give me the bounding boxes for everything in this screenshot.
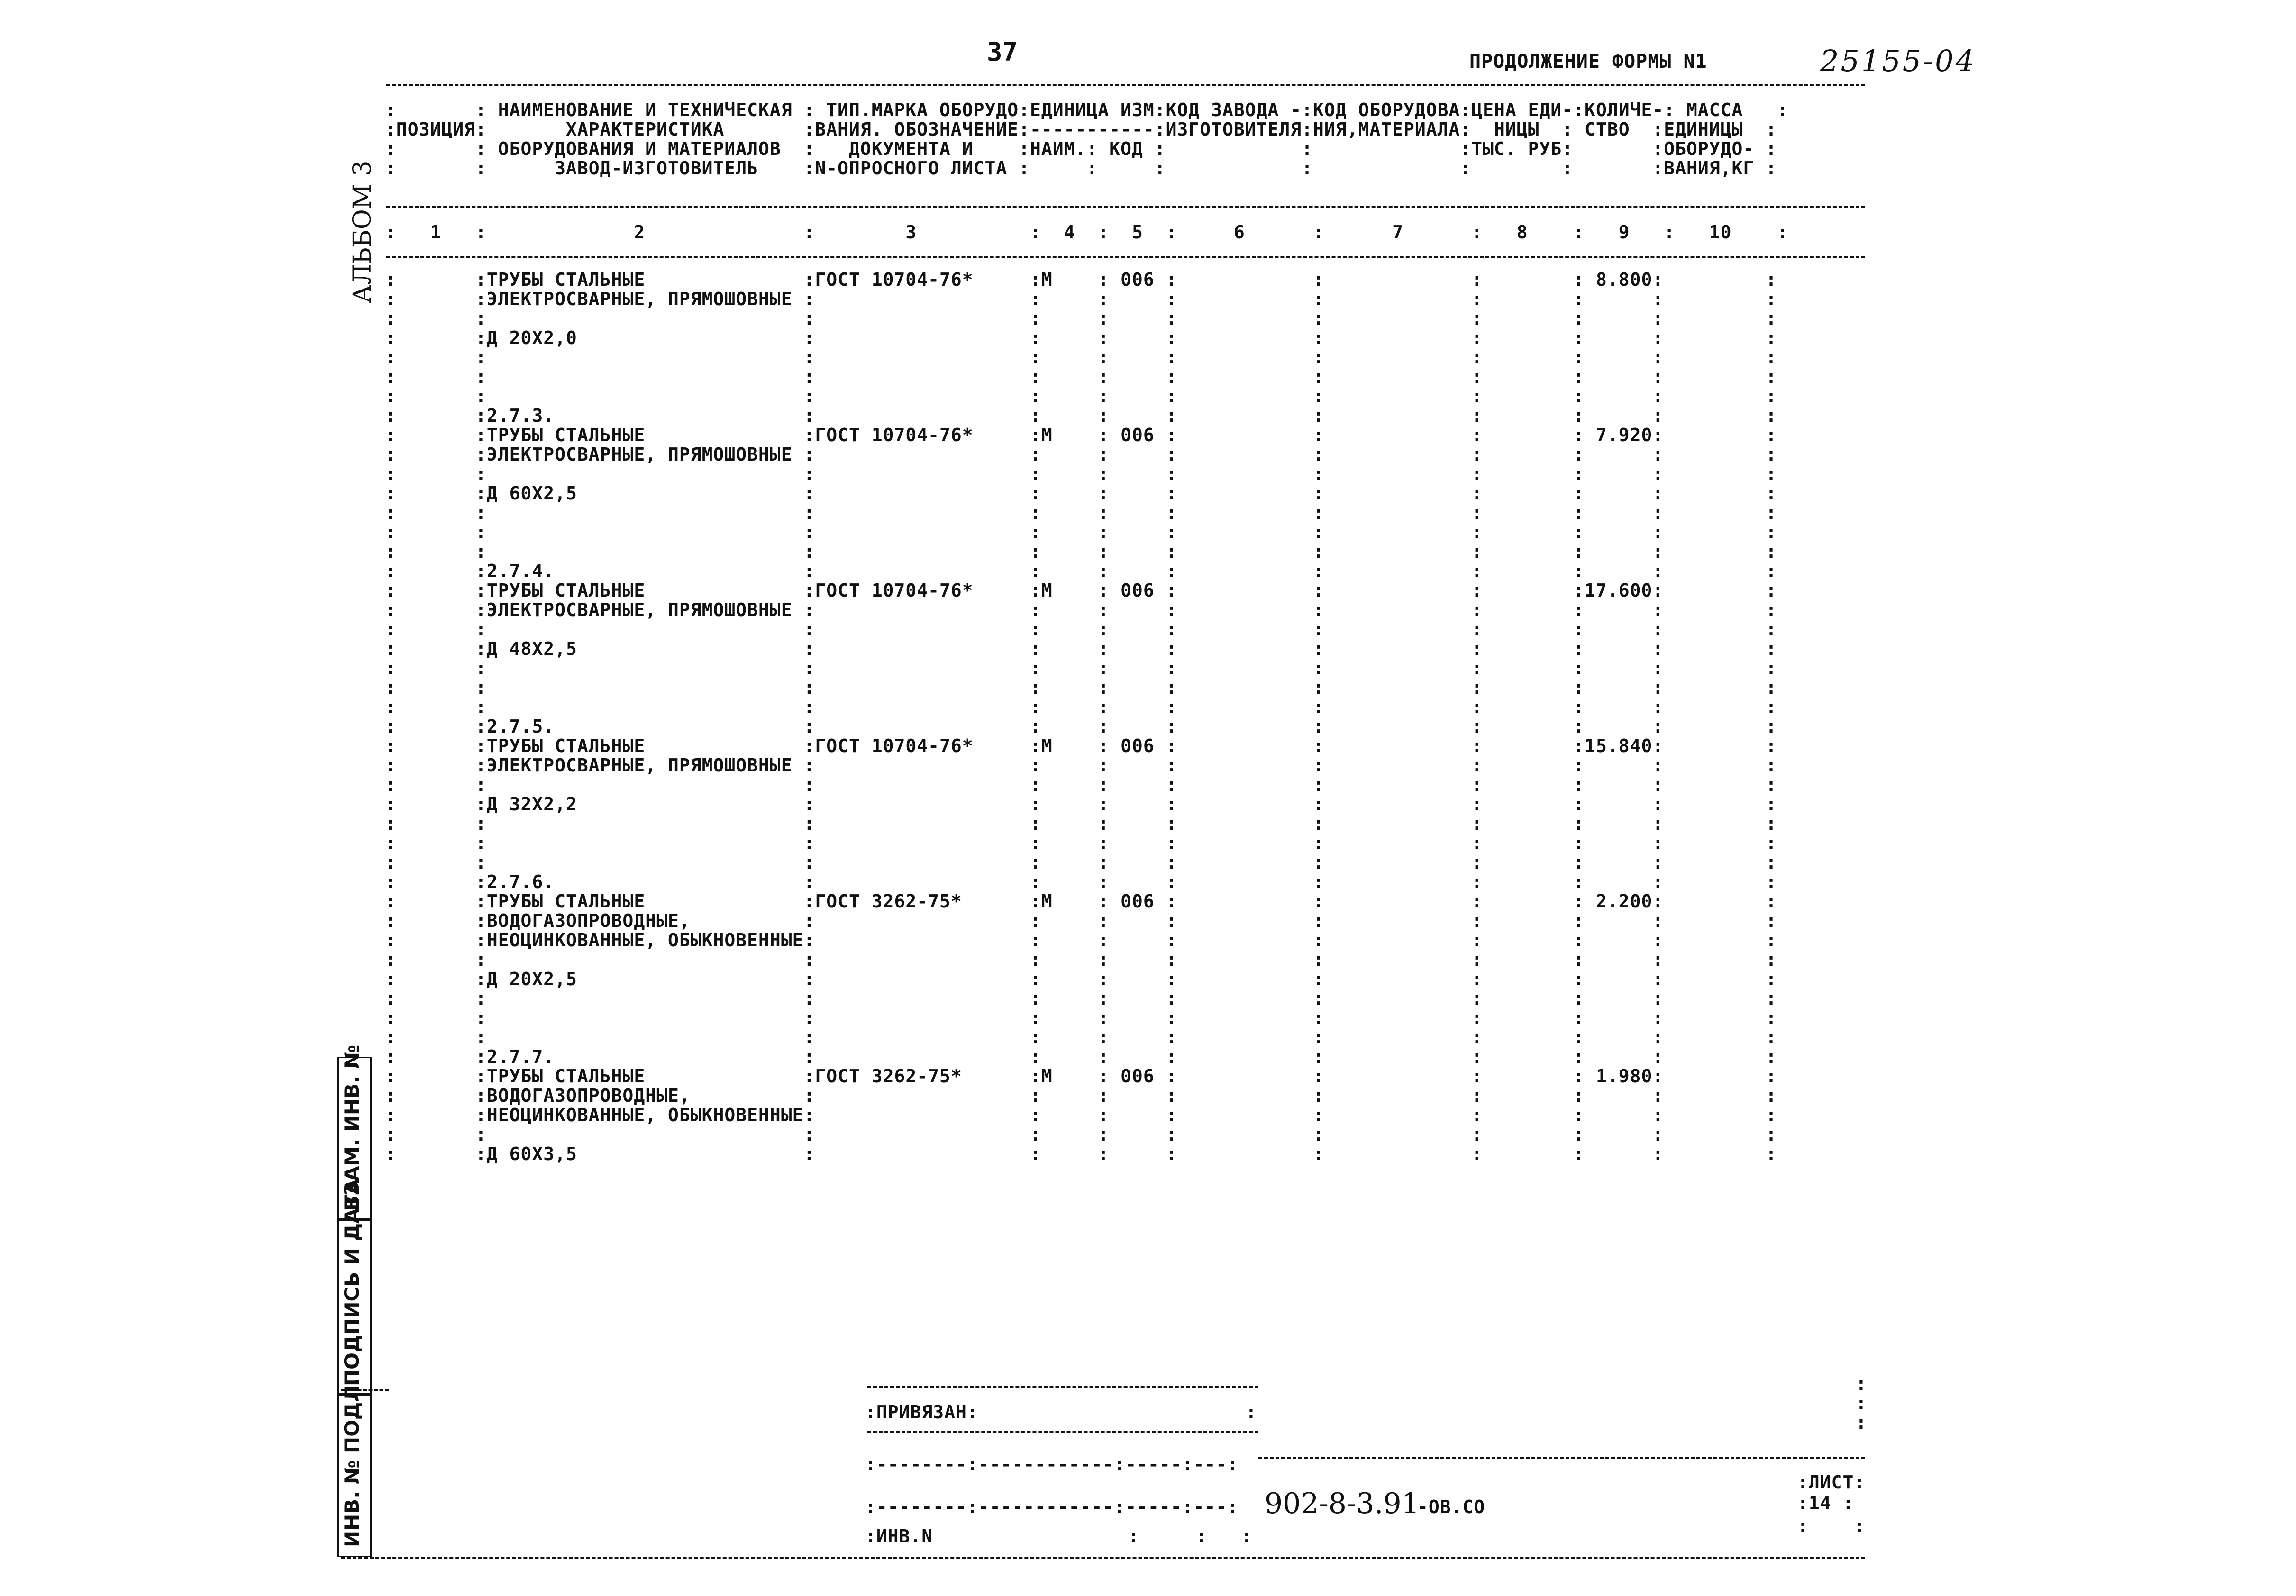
table-row: : : : : : : : : : : : bbox=[385, 1027, 1777, 1048]
table-row: : :Д 60Х2,5 : : : : : : : : : bbox=[385, 483, 1777, 504]
table-row: : :ТРУБЫ СТАЛЬНЫЕ :ГОСТ 10704-76* :М : 006 : : : :17.600: : bbox=[385, 580, 1777, 601]
table-row: : : : : : : : : : : : bbox=[385, 1007, 1777, 1028]
table-body bbox=[385, 270, 1777, 1164]
table-row: : :ТРУБЫ СТАЛЬНЫЕ :ГОСТ 3262-75* :М : 006 : : : : 1.980: : bbox=[385, 1066, 1777, 1087]
table-row: : : : : : : : : : : : bbox=[385, 697, 1777, 717]
top-rule bbox=[386, 84, 1865, 86]
table-row: : :ВОДОГАЗОПРОВОДНЫЕ, : : : : : : : : : bbox=[385, 1085, 1777, 1106]
table-row: : : : : : : : : : : : bbox=[385, 988, 1777, 1009]
header-row: : : ОБОРУДОВАНИЯ И МАТЕРИАЛОВ : ДОКУМЕНТА И :НАИМ.: КОД : : :ТЫС. РУБ: :ОБОРУДО- : bbox=[385, 138, 1777, 159]
stamp-inv-podl: ИНВ. № ПОДЛ. bbox=[340, 1378, 364, 1547]
right-border-footer: : : : bbox=[1856, 1373, 1867, 1433]
page-number: 37 bbox=[987, 37, 1018, 67]
table-row: : : : : : : : : : : : bbox=[385, 774, 1777, 795]
table-row: : :НЕОЦИНКОВАННЫЕ, ОБЫКНОВЕННЫЕ: : : : : : : : : bbox=[385, 930, 1777, 951]
table-row: : : : : : : : : : : : bbox=[385, 852, 1777, 873]
inv-n-separators: : : : bbox=[1128, 1526, 1253, 1547]
column-number-row: : 1 : 2 : 3 : 4 : 5 : 6 : 7 : 8 : 9 : 10 : bbox=[385, 222, 1788, 243]
inv-n-label: :ИНВ.N bbox=[865, 1526, 933, 1547]
table-row: : :Д 60Х3,5 : : : : : : : : : bbox=[385, 1143, 1777, 1164]
table-row: : :ЭЛЕКТРОСВАРНЫЕ, ПРЯМОШОВНЫЕ : : : : : : : : : bbox=[385, 289, 1777, 309]
table-row: : : : : : : : : : : : bbox=[385, 347, 1777, 368]
bound-to-rule bbox=[867, 1431, 1258, 1433]
bound-to-label: :ПРИВЯЗАН: bbox=[865, 1402, 978, 1423]
table-row: : : : : : : : : : : : bbox=[385, 658, 1777, 679]
table-row: : :Д 32Х2,2 : : : : : : : : : bbox=[385, 794, 1777, 815]
bound-to-end: : bbox=[1246, 1402, 1257, 1423]
table-row: : :ЭЛЕКТРОСВАРНЫЕ, ПРЯМОШОВНЫЕ : : : : : : : : : bbox=[385, 599, 1777, 620]
column-number-rule bbox=[386, 256, 1865, 258]
table-row: : :ТРУБЫ СТАЛЬНЫЕ :ГОСТ 10704-76* :М : 006 : : : :15.840: : bbox=[385, 735, 1777, 756]
header-block bbox=[385, 100, 1788, 178]
table-row: : : : : : : : : : : : bbox=[385, 813, 1777, 834]
table-row: : : : : : : : : : : : bbox=[385, 677, 1777, 698]
table-row: : :ТРУБЫ СТАЛЬНЫЕ :ГОСТ 10704-76* :М : 006 : : : : 7.920: : bbox=[385, 425, 1777, 445]
table-row: : :2.7.3. : : : : : : : : : bbox=[385, 405, 1777, 426]
table-row: : : : : : : : : : : : bbox=[385, 541, 1777, 562]
table-row: : :ВОДОГАЗОПРОВОДНЫЕ, : : : : : : : : : bbox=[385, 910, 1777, 931]
table-row: : :ЭЛЕКТРОСВАРНЫЕ, ПРЯМОШОВНЫЕ : : : : : : : : : bbox=[385, 755, 1777, 776]
stamp-vzam-inv: ВЗАМ. ИНВ. № bbox=[340, 1044, 364, 1211]
table-row: : :2.7.4. : : : : : : : : : bbox=[385, 561, 1777, 581]
table-row: : : : : : : : : : : : bbox=[385, 386, 1777, 407]
table-row: : :2.7.6. : : : : : : : : : bbox=[385, 871, 1777, 892]
footer-blank-row: :--------:------------:-----:---: bbox=[865, 1454, 1239, 1475]
header-row: : : ЗАВОД-ИЗГОТОВИТЕЛЬ :N-ОПРОСНОГО ЛИСТА : : : : : : :ВАНИЯ,КГ : bbox=[385, 158, 1777, 179]
bottom-rule bbox=[341, 1557, 1865, 1559]
table-row: : :НЕОЦИНКОВАННЫЕ, ОБЫКНОВЕННЫЕ: : : : : : : : : bbox=[385, 1105, 1777, 1125]
table-row: : :Д 20Х2,0 : : : : : : : : : bbox=[385, 327, 1777, 348]
table-row: : : : : : : : : : : : bbox=[385, 1124, 1777, 1145]
footer-top-rule bbox=[867, 1386, 1258, 1388]
continuation-title: ПРОДОЛЖЕНИЕ ФОРМЫ N1 bbox=[1469, 51, 1707, 73]
table-row: : :2.7.5. : : : : : : : : : bbox=[385, 716, 1777, 737]
table-row: : :2.7.7. : : : : : : : : : bbox=[385, 1046, 1777, 1067]
table-row: : : : : : : : : : : : bbox=[385, 833, 1777, 853]
album-label: АЛЬБОМ 3 bbox=[348, 160, 377, 303]
table-row: : :Д 48Х2,5 : : : : : : : : : bbox=[385, 638, 1777, 659]
table-row: : : : : : : : : : : : bbox=[385, 949, 1777, 970]
table-row: : : : : : : : : : : : bbox=[385, 366, 1777, 387]
footer-blank-row-2: :--------:------------:-----:---: bbox=[865, 1496, 1239, 1517]
sheet-label: :ЛИСТ: bbox=[1797, 1472, 1866, 1493]
table-row: : :ТРУБЫ СТАЛЬНЫЕ :ГОСТ 10704-76* :М : 006 : : : : 8.800: : bbox=[385, 269, 1777, 290]
sheet-number: :14 : bbox=[1797, 1493, 1854, 1514]
document-designation: 902-8-3.91 bbox=[1265, 1487, 1420, 1520]
table-row: : : : : : : : : : : : bbox=[385, 502, 1777, 523]
table-row: : : : : : : : : : : : bbox=[385, 463, 1777, 484]
table-row: : :Д 20Х2,5 : : : : : : : : : bbox=[385, 969, 1777, 989]
stamp-podpis-data: ПОДПИСЬ И ДАТА bbox=[340, 1179, 364, 1386]
header-rule bbox=[386, 206, 1865, 208]
table-row: : : : : : : : : : : : bbox=[385, 308, 1777, 329]
table-row: : : : : : : : : : : : bbox=[385, 522, 1777, 543]
header-row: :ПОЗИЦИЯ: ХАРАКТЕРИСТИКА :ВАНИЯ. ОБОЗНАЧЕНИЕ:-----------:ИЗГОТОВИТЕЛЯ:НИЯ,МАТЕРИАЛА: НИЦЫ : СТВО :ЕДИНИЦЫ : bbox=[385, 119, 1777, 140]
stamp-mid-rule bbox=[1258, 1457, 1865, 1459]
table-row: : : : : : : : : : : : bbox=[385, 619, 1777, 640]
sheet-bottom: : : bbox=[1797, 1515, 1866, 1536]
header-row: : : НАИМЕНОВАНИЕ И ТЕХНИЧЕСКАЯ : ТИП.МАРКА ОБОРУДО:ЕДИНИЦА ИЗМ:КОД ЗАВОДА -:КОД ОБОРУДОВА:ЦЕНА ЕДИ-:КОЛИЧЕ-: МАССА : bbox=[385, 100, 1788, 120]
handwritten-number: 25155-04 bbox=[1820, 44, 1977, 78]
table-row: : :ЭЛЕКТРОСВАРНЫЕ, ПРЯМОШОВНЫЕ : : : : : : : : : bbox=[385, 444, 1777, 465]
document-designation-suffix: -ОВ.СО bbox=[1417, 1496, 1485, 1517]
table-row: : :ТРУБЫ СТАЛЬНЫЕ :ГОСТ 3262-75* :М : 006 : : : : 2.200: : bbox=[385, 891, 1777, 912]
